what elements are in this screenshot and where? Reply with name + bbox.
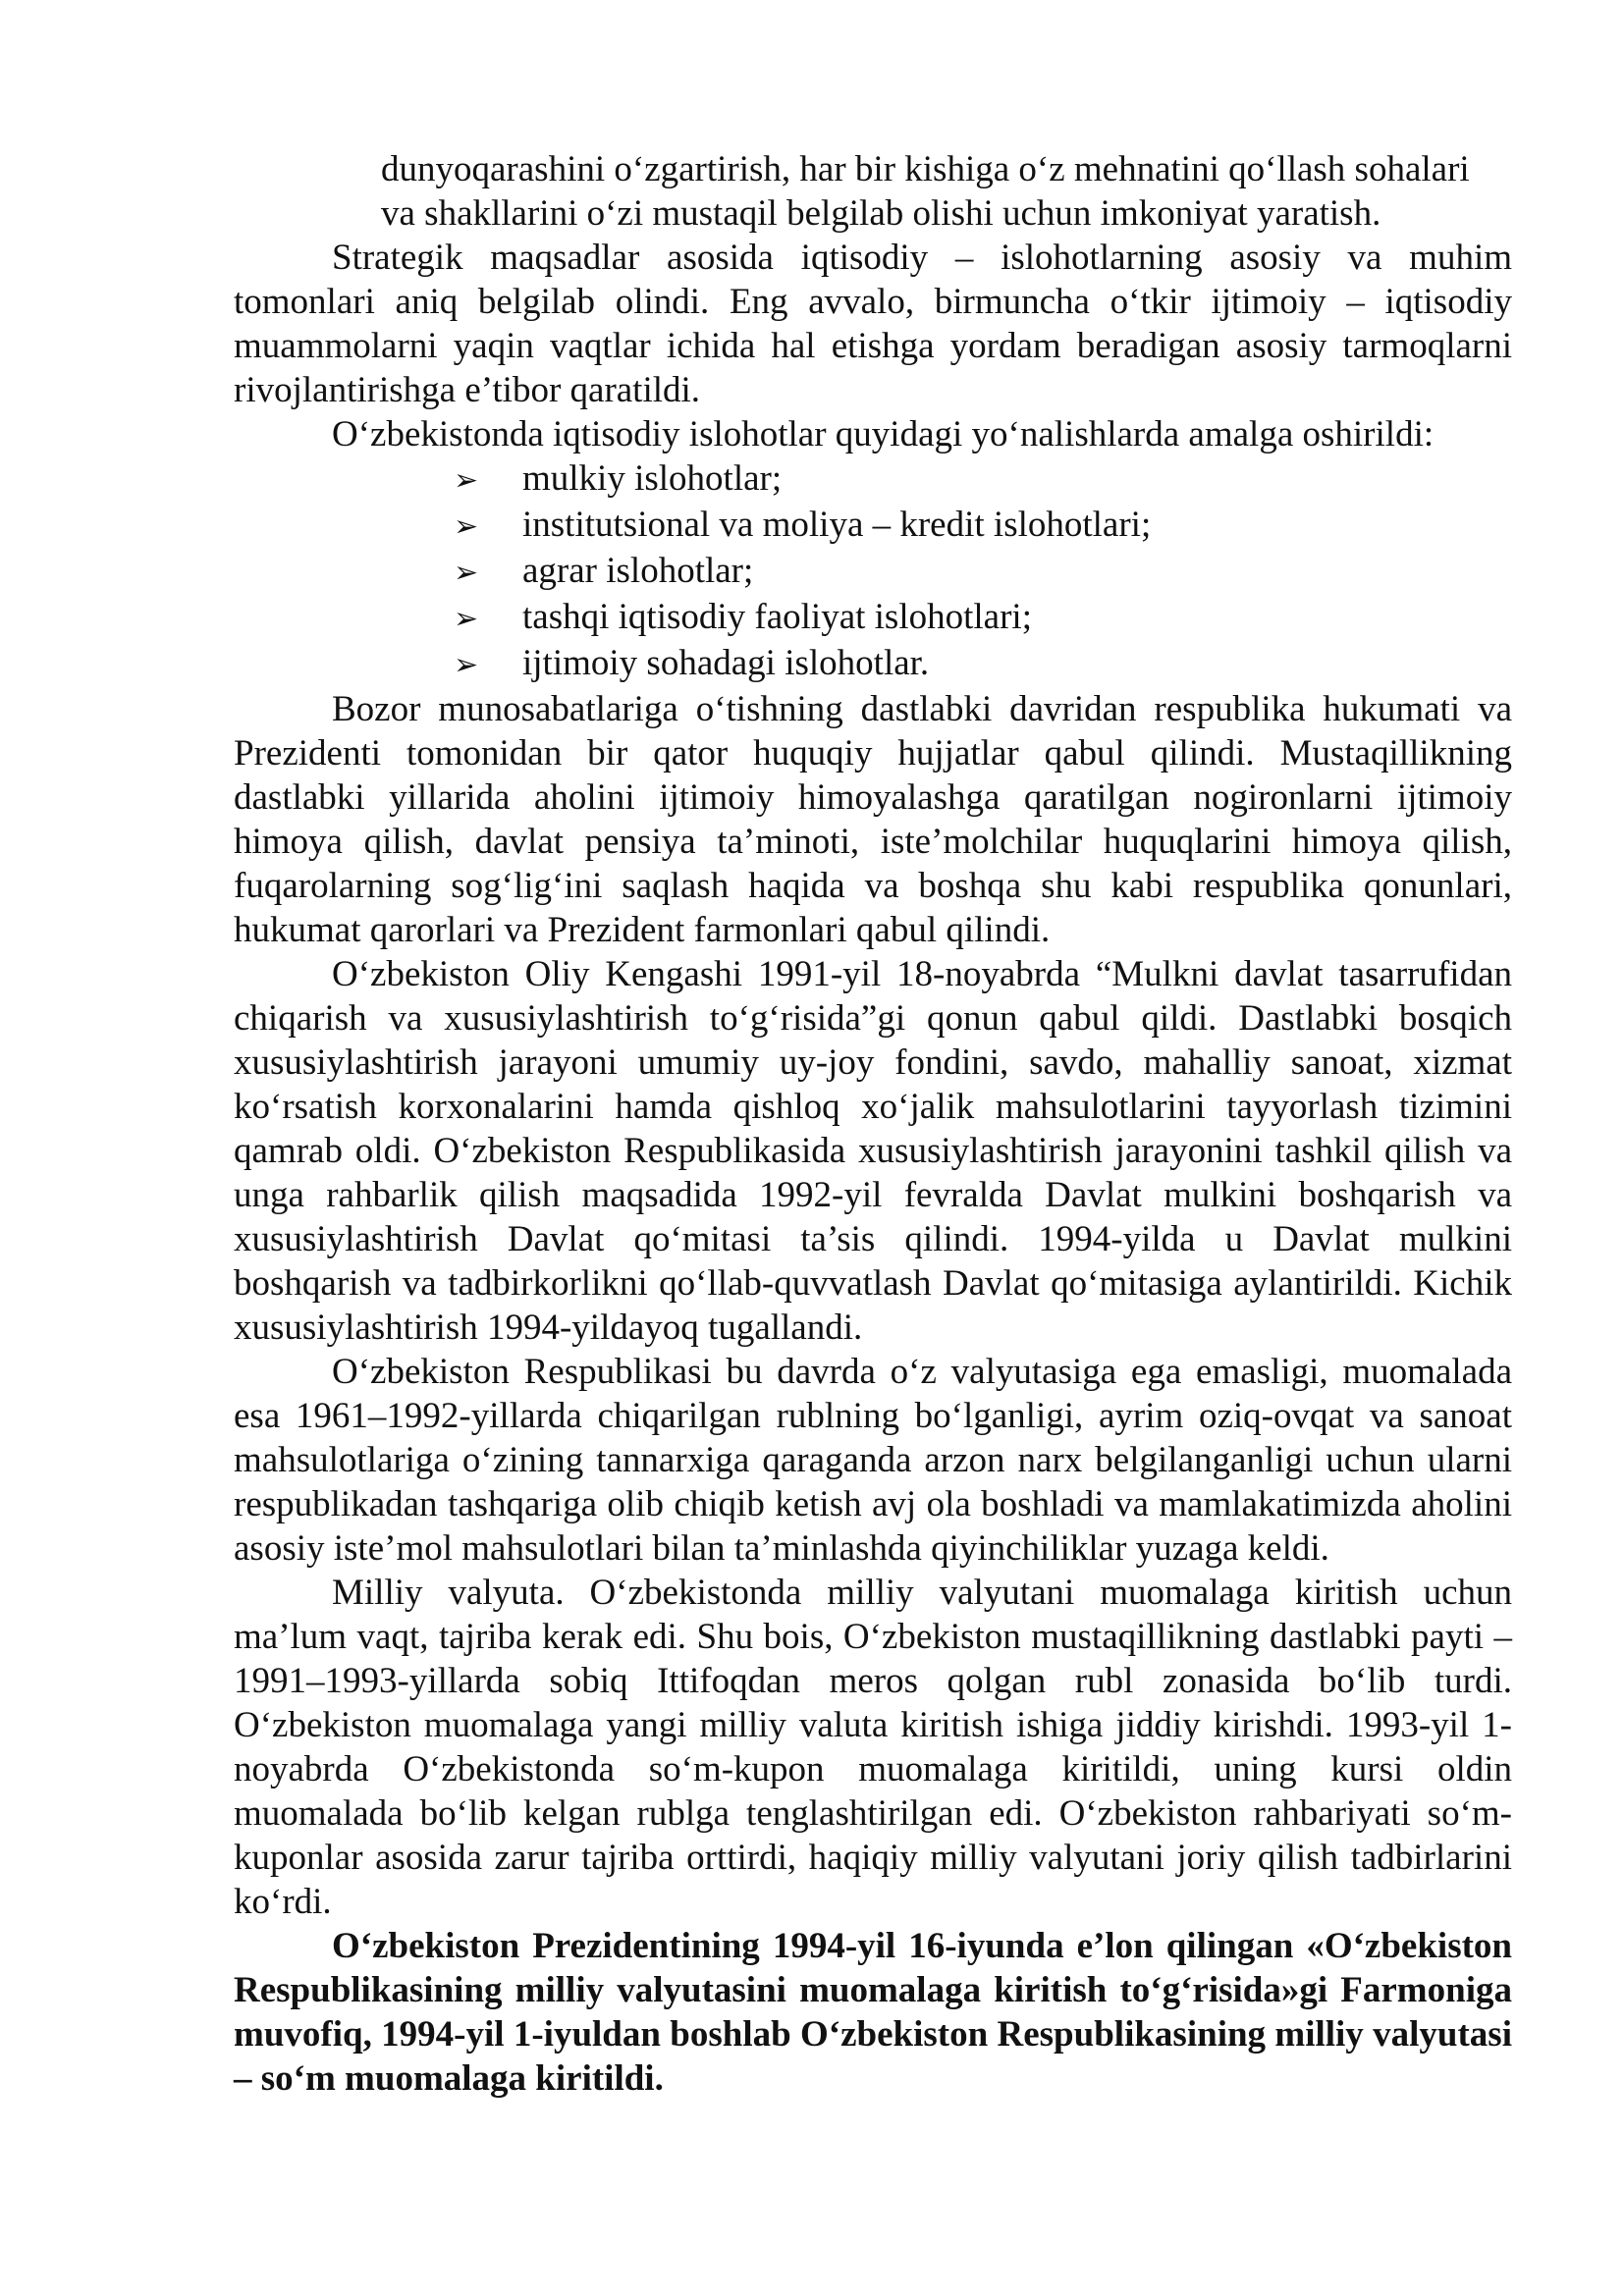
paragraph-reform-directions: O‘zbekistonda iqtisodiy islohotlar quyidagi yo‘nalishlarda amalga oshirildi: bbox=[332, 414, 1435, 454]
list-item-text: ijtimoiy sohadagi islohotlar. bbox=[522, 643, 930, 683]
list-item-text: mulkiy islohotlar; bbox=[522, 458, 783, 499]
list-item-text: tashqi iqtisodiy faoliyat islohotlari; bbox=[522, 597, 1032, 637]
paragraph-currency-situation: O‘zbekiston Respublikasi bu davrda o‘z valyutasiga ega emasligi, muomalada esa 1961–1992-yillarda chiqarilgan rublning bo‘lganligi, ayrim oziq-ovqat va sanoat mahsulotlariga o‘zining tannarxiga qaraganda arzon narx belgilanganligi uchun ularni respublikadan tashqariga olib chiqib ketish avj ola boshladi va mamlakatimizda aholini asosiy iste’mol mahsulotlari bilan ta’minlashda qiyinchiliklar yuzaga keldi. bbox=[234, 1352, 1512, 1569]
paragraph-presidential-decree: O‘zbekiston Prezidentining 1994-yil 16-iyunda e’lon qilingan «O‘zbekiston Respublikasining milliy valyutasini muomalaga kiritish to‘g‘risida»gi Farmoniga muvofiq, 1994-yil 1-iyuldan boshlab O‘zbekiston Respublikasining milliy valyutasi – so‘m muomalaga kiritildi. bbox=[234, 1926, 1512, 2099]
arrowhead-bullet-icon: ➢ bbox=[454, 602, 479, 636]
arrowhead-bullet-icon: ➢ bbox=[454, 463, 479, 498]
paragraph-national-currency: Milliy valyuta. O‘zbekistonda milliy valyutani muomalaga kiritish uchun ma’lum vaqt, tajriba kerak edi. Shu bois, O‘zbekiston mustaqillikning dastlabki payti – 1991–1993-yillarda sobiq Ittifoqdan meros qolgan rubl zonasida bo‘lib turdi. O‘zbekiston muomalaga yangi milliy valuta kiritish ishiga jiddiy kirishdi. 1993-yil 1-noyabrda O‘zbekistonda so‘m-kupon muomalaga kiritildi, uning kursi oldin muomalada bo‘lib kelgan rublga tenglashtirilgan edi. O‘zbekiston rahbariyati so‘m-kuponlar asosida zarur tajriba orttirdi, haqiqiy milliy valyutani joriy qilish tadbirlarini ko‘rdi. bbox=[234, 1573, 1512, 1922]
arrowhead-bullet-icon: ➢ bbox=[454, 509, 479, 544]
document-page bbox=[234, 147, 1512, 2101]
list-item bbox=[454, 503, 1512, 549]
paragraph-privatization: O‘zbekiston Oliy Kengashi 1991-yil 18-noyabrda “Mulkni davlat tasarrufidan chiqarish va xususiylashtirish to‘g‘risida”gi qonun qabul qildi. Dastlabki bosqich xususiylashtirish jarayoni umumiy uy-joy fondini, savdo, mahalliy sanoat, xizmat ko‘rsatish korxonalarini hamda qishloq xo‘jalik mahsulotlarini tayyorlash tizimini qamrab oldi. O‘zbekiston Respublikasida xususiylashtirish jarayonini tashkil qilish va unga rahbarlik qilish maqsadida 1992-yil fevralda Davlat mulkini boshqarish va xususiylashtirish Davlat qo‘mitasi ta’sis qilindi. 1994-yilda u Davlat mulkini boshqarish va tadbirkorlikni qo‘llab-quvvatlash Davlat qo‘mitasiga aylantirildi. Kichik xususiylashtirish 1994-yildayoq tugallandi. bbox=[234, 954, 1512, 1348]
list-item bbox=[454, 595, 1512, 641]
list-item-text: agrar islohotlar; bbox=[522, 551, 754, 591]
arrowhead-bullet-icon: ➢ bbox=[454, 556, 479, 590]
paragraph-strategic-goals: Strategik maqsadlar asosida iqtisodiy – islohotlarning asosiy va muhim tomonlari aniq belgilab olindi. Eng avvalo, birmuncha o‘tkir ijtimoiy – iqtisodiy muammolarni yaqin vaqtlar ichida hal etishga yordam beradigan asosiy tarmoqlarni rivojlantirishga e’tibor qaratildi. bbox=[234, 238, 1512, 410]
reform-list bbox=[234, 456, 1512, 687]
continuation-paragraph: dunyoqarashini o‘zgartirish, har bir kishiga o‘z mehnatini qo‘llash sohalari va shakllarini o‘zi mustaqil belgilab olishi uchun imkoniyat yaratish. bbox=[381, 149, 1470, 234]
list-item bbox=[454, 456, 1512, 503]
arrowhead-bullet-icon: ➢ bbox=[454, 648, 479, 682]
list-item bbox=[454, 641, 1512, 687]
list-item-text: institutsional va moliya – kredit islohotlari; bbox=[522, 505, 1152, 545]
list-item bbox=[454, 549, 1512, 595]
paragraph-legal-acts: Bozor munosabatlariga o‘tishning dastlabki davridan respublika hukumati va Prezidenti tomonidan bir qator huquqiy hujjatlar qabul qilindi. Mustaqillikning dastlabki yillarida aholini ijtimoiy himoyalashga qaratilgan nogironlarni ijtimoiy himoya qilish, davlat pensiya ta’minoti, iste’molchilar huquqlarini himoya qilish, fuqarolarning sog‘lig‘ini saqlash haqida va boshqa shu kabi respublika qonunlari, hukumat qarorlari va Prezident farmonlari qabul qilindi. bbox=[234, 689, 1512, 950]
